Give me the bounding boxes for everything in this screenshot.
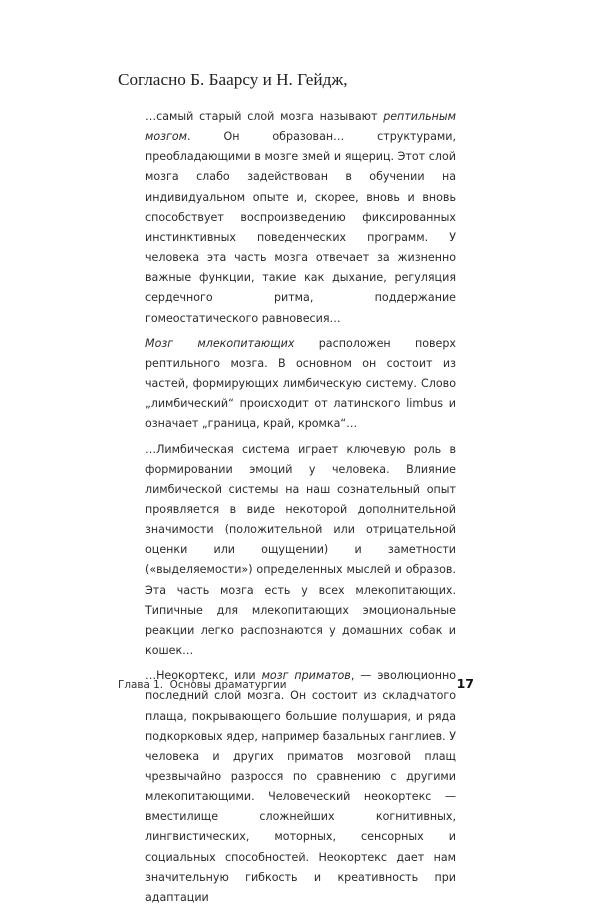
quote-block — [145, 107, 456, 913]
chapter-title: Глава 1. Основы драматургии — [118, 679, 287, 691]
page-number: 17 — [456, 676, 474, 691]
paragraph — [145, 334, 456, 435]
italic-term: Мозг млекопитающих — [145, 336, 295, 350]
paragraph — [145, 440, 456, 662]
text-run: . Он образован… структурами, преобладающими в мозге змей и ящериц. Этот слой мозга слабо задействован в обучении на индивидуальном опыте и, скорее, вновь и вновь способствует воспроизведению фиксированных инстинктивных поведенческих программ. У человека эта часть мозга отвечает за жизненно важные функции, такие как дыхание, регуляция сердечного ритма, поддержание гомеостатического равновесия… — [145, 130, 456, 325]
intro-line: Согласно Б. Баарсу и Н. Гейдж, — [118, 70, 348, 89]
text-run: …самый старый слой мозга называют — [145, 110, 384, 123]
text-run: , — эволюционно последний слой мозга. Он состоит из складчатого плаща, покрывающего большие полушария, и ряда подкорковых ядер, например базальных ганглиев. У человека и других приматов мозговой плащ чрезвычайно разросся по сравнению с другими млекопитающими. Человеческий неокортекс — вместилище сложнейших когнитивных, лингвистических, моторных, сенсорных и социальных способностей. Неокортекс дает нам значительную гибкость и креативность при адаптации — [145, 669, 457, 904]
text-run: …Неокортекс, или — [145, 669, 262, 683]
paragraph — [145, 107, 456, 329]
italic-term: рептильным мозгом — [145, 110, 456, 144]
text-run: расположен поверх рептильного мозга. В основном он состоит из частей, формирующих лимбическую систему. Слово „лимбический“ происходит от латинского limbus и означает „граница, край, кромка“… — [145, 336, 456, 431]
paragraph — [145, 666, 456, 908]
italic-term: мозг приматов — [261, 669, 351, 683]
text-run: …Лимбическая система играет ключевую роль в формировании эмоций у человека. Влияние лимбической системы на наш сознательный опыт проявляется в виде некоторой дополнительной значимости (положительной или отрицательной оценки или ощущении) и заметности («выделяемости») определенных мыслей и образов. Эта часть мозга есть у всех млекопитающих. Типичные для млекопитающих эмоциональные реакции легко распознаются у домашних собак и кошек… — [145, 442, 456, 658]
